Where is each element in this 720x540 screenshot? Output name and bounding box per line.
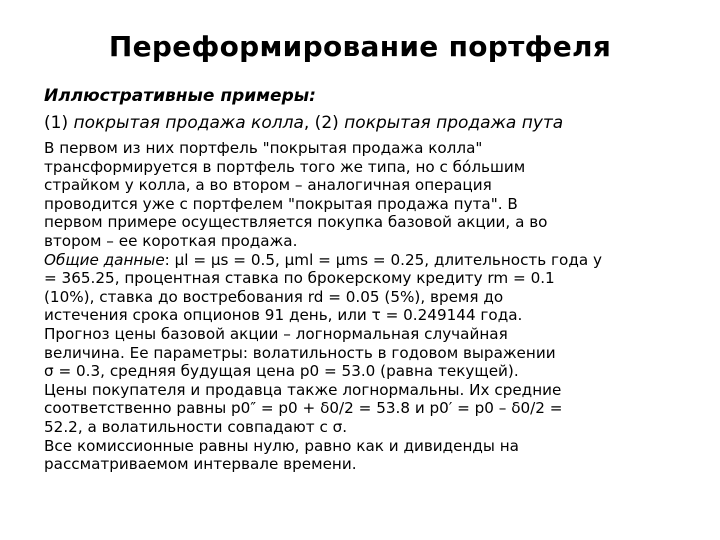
text-line: втором – ее короткая продажа. <box>44 231 298 250</box>
text-line: (10%), ставка до востребования rd = 0.05 (5%), время до <box>44 287 504 306</box>
text-line: первом примере осуществляется покупка базовой акции, а во <box>44 213 548 232</box>
examples-line <box>44 113 563 133</box>
general-data-label: Общие данные <box>44 250 165 269</box>
paragraph-description <box>44 139 694 251</box>
text-line: 52.2, а волатильности совпадают с σ. <box>44 417 348 436</box>
text-line: Все комиссионные равны нулю, равно как и дивиденды на <box>44 436 519 455</box>
paragraph-general-data <box>44 251 694 381</box>
example-separator: , (2) <box>303 113 345 133</box>
subheading: Иллюстративные примеры: <box>44 86 316 106</box>
slide-title: Переформирование портфеля <box>108 30 612 63</box>
text-line: проводится уже с портфелем "покрытая продажа пута". В <box>44 194 518 213</box>
example-number-1: (1) <box>44 113 74 133</box>
example-2: покрытая продажа пута <box>344 113 564 133</box>
text-line: Цены покупателя и продавца также логнормальны. Их средние <box>44 380 562 399</box>
text-line: величина. Ее параметры: волатильность в годовом выражении <box>44 343 556 362</box>
text-line: соответственно равны p0″ = p0 + δ0/2 = 53.8 и p0′ = p0 – δ0/2 = <box>44 399 563 418</box>
paragraph-commissions <box>44 437 694 474</box>
text-line: страйком у колла, а во втором – аналогичная операция <box>44 176 492 195</box>
text-line-rest: : μl = μs = 0.5, μml = μms = 0.25, длительность года y <box>164 250 602 269</box>
text-line: истечения срока опционов 91 день, или τ = 0.249144 года. <box>44 306 523 325</box>
body-text <box>44 139 694 474</box>
text-line: трансформируется в портфель того же типа, но с бóльшим <box>44 157 526 176</box>
text-line: = 365.25, процентная ставка по брокерскому кредиту rm = 0.1 <box>44 269 555 288</box>
text-line: σ = 0.3, средняя будущая цена p0 = 53.0 (равна текущей). <box>44 362 519 381</box>
example-1: покрытая продажа колла <box>73 113 304 133</box>
paragraph-prices <box>44 381 694 437</box>
text-line: рассматриваемом интервале времени. <box>44 455 357 474</box>
text-line <box>44 250 694 270</box>
text-line: В первом из них портфель "покрытая продажа колла" <box>44 139 483 157</box>
text-line: Прогноз цены базовой акции – логнормальная случайная <box>44 324 508 343</box>
